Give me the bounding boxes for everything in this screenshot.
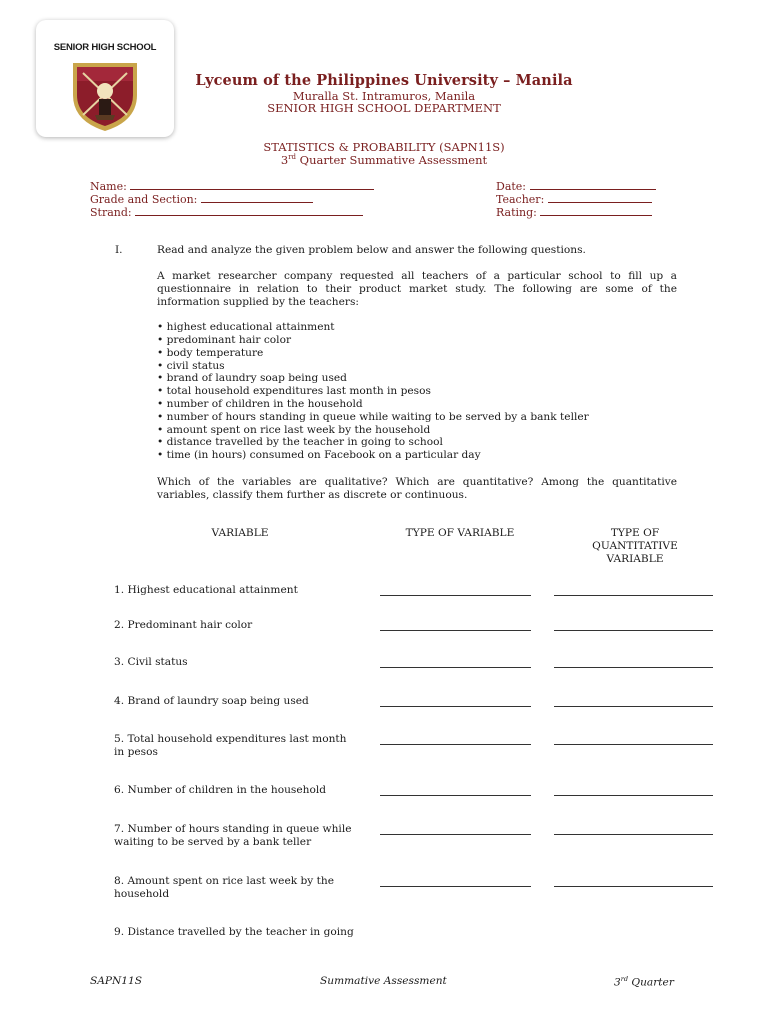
list-item: • number of children in the household bbox=[157, 398, 363, 410]
list-item: • number of hours standing in queue while waiting to be served by a bank teller bbox=[157, 411, 589, 423]
row-label: 4. Brand of laundry soap being used bbox=[114, 695, 309, 707]
name-line[interactable] bbox=[130, 180, 374, 190]
question-line-1: Which of the variables are qualitative? Which are quantitative? Among the quantitative bbox=[157, 476, 677, 488]
department-name: SENIOR HIGH SCHOOL DEPARTMENT bbox=[267, 101, 501, 115]
answer-blank-quantitative[interactable] bbox=[554, 630, 713, 631]
grade-section-line[interactable] bbox=[201, 193, 313, 203]
row-label: 7. Number of hours standing in queue while waiting to be served by a bank teller bbox=[114, 823, 352, 848]
list-item: • time (in hours) consumed on Facebook on a particular day bbox=[157, 449, 481, 461]
answer-blank-type[interactable] bbox=[380, 795, 531, 796]
answer-blank-type[interactable] bbox=[380, 886, 531, 887]
list-item: • civil status bbox=[157, 360, 225, 372]
row-label: 5. Total household expenditures last month in pesos bbox=[114, 733, 347, 758]
strand-field[interactable] bbox=[90, 206, 363, 219]
subject-title: STATISTICS & PROBABILITY (SAPN11S) bbox=[263, 140, 505, 154]
strand-line[interactable] bbox=[135, 206, 363, 216]
list-item: • brand of laundry soap being used bbox=[157, 372, 347, 384]
answer-blank-type[interactable] bbox=[380, 667, 531, 668]
list-item: • highest educational attainment bbox=[157, 321, 335, 333]
answer-blank-type[interactable] bbox=[380, 744, 531, 745]
answer-blank-type[interactable] bbox=[380, 595, 531, 596]
row-label: 8. Amount spent on rice last week by the household bbox=[114, 875, 334, 900]
teacher-field[interactable] bbox=[496, 193, 652, 206]
answer-blank-quantitative[interactable] bbox=[554, 834, 713, 835]
university-name: Lyceum of the Philippines University – Manila bbox=[195, 72, 573, 89]
answer-blank-type[interactable] bbox=[380, 630, 531, 631]
footer-quarter: 3rd Quarter bbox=[614, 975, 674, 989]
name-label: Name: bbox=[90, 180, 127, 193]
answer-blank-quantitative[interactable] bbox=[554, 886, 713, 887]
row-label: 9. Distance travelled by the teacher in going bbox=[114, 926, 354, 938]
list-item: • amount spent on rice last week by the household bbox=[157, 424, 431, 436]
quant-header-line-1: TYPE OF bbox=[610, 527, 660, 539]
list-item: • body temperature bbox=[157, 347, 264, 359]
logo-text: SENIOR HIGH SCHOOL bbox=[53, 42, 157, 53]
question-line-2: variables, classify them further as discrete or continuous. bbox=[157, 489, 468, 501]
answer-blank-quantitative[interactable] bbox=[554, 744, 713, 745]
list-item: • distance travelled by the teacher in going to school bbox=[157, 436, 443, 448]
row-label: 2. Predominant hair color bbox=[114, 619, 253, 631]
answer-blank-type[interactable] bbox=[380, 834, 531, 835]
answer-blank-quantitative[interactable] bbox=[554, 795, 713, 796]
list-item: • predominant hair color bbox=[157, 334, 292, 346]
rating-label: Rating: bbox=[496, 206, 537, 219]
strand-label: Strand: bbox=[90, 206, 132, 219]
footer-code: SAPN11S bbox=[90, 975, 143, 987]
row-label: 1. Highest educational attainment bbox=[114, 584, 298, 596]
row-label: 3. Civil status bbox=[114, 656, 188, 668]
problem-line-2: questionnaire in relation to their product market study. The following are some of the bbox=[157, 283, 677, 295]
instruction-text: Read and analyze the given problem below and answer the following questions. bbox=[157, 244, 586, 256]
assessment-title: 3rd Quarter Summative Assessment bbox=[280, 153, 488, 167]
date-label: Date: bbox=[496, 180, 527, 193]
teacher-line[interactable] bbox=[548, 193, 652, 203]
rating-line[interactable] bbox=[540, 206, 652, 216]
quant-header-line-3: VARIABLE bbox=[606, 553, 664, 565]
quant-header-line-2: QUANTITATIVE bbox=[592, 540, 678, 552]
row-label: 6. Number of children in the household bbox=[114, 784, 326, 796]
teacher-label: Teacher: bbox=[496, 193, 545, 206]
name-field[interactable] bbox=[90, 180, 374, 193]
answer-blank-quantitative[interactable] bbox=[554, 595, 713, 596]
problem-line-3: information supplied by the teachers: bbox=[157, 296, 359, 308]
footer-title: Summative Assessment bbox=[320, 975, 447, 987]
answer-blank-type[interactable] bbox=[380, 706, 531, 707]
date-field[interactable] bbox=[496, 180, 656, 193]
grade-section-label: Grade and Section: bbox=[90, 193, 198, 206]
grade-section-field[interactable] bbox=[90, 193, 313, 206]
answer-blank-quantitative[interactable] bbox=[554, 706, 713, 707]
rating-field[interactable] bbox=[496, 206, 652, 219]
problem-line-1: A market researcher company requested all teachers of a particular school to fill up a bbox=[157, 270, 677, 282]
university-address: Muralla St. Intramuros, Manila bbox=[292, 89, 476, 103]
date-line[interactable] bbox=[530, 180, 656, 190]
answer-blank-quantitative[interactable] bbox=[554, 667, 713, 668]
list-item: • total household expenditures last month in pesos bbox=[157, 385, 431, 397]
column-header-type: TYPE OF VARIABLE bbox=[405, 527, 515, 539]
column-header-quantitative bbox=[570, 527, 700, 566]
column-header-variable: VARIABLE bbox=[211, 527, 269, 539]
section-number: I. bbox=[115, 244, 123, 256]
